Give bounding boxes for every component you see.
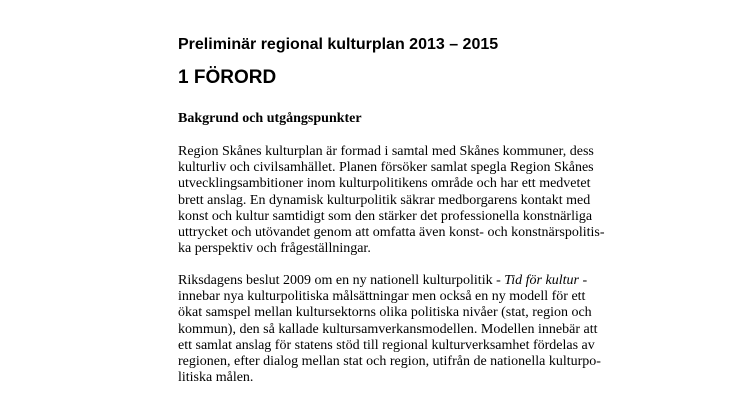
line-text: Riksdagens beslut 2009 om en ny nationell kulturpolitik - — [178, 273, 505, 288]
paragraph-line: kommun), den så kallade kultursamverkansmodellen. Modellen innebär att — [178, 321, 598, 337]
paragraph-line: litiska målen. — [178, 370, 254, 386]
publication-title: Tid för kultur — [504, 273, 579, 288]
line-text: - — [578, 273, 588, 288]
chapter-heading: 1 FÖRORD — [178, 67, 277, 88]
paragraph-background — [178, 144, 605, 257]
paragraph-line: ett samlat anslag för statens stöd till regional kulturverksamhet fördelas av — [178, 337, 595, 353]
paragraph-line: utvecklingsambitioner inom kulturpolitikens område och har ett medvetet — [178, 176, 591, 192]
paragraph-riksdag — [178, 273, 601, 386]
paragraph-line: innebar nya kulturpolitiska målsättningar men också en ny modell för ett — [178, 289, 586, 305]
paragraph-line: kulturliv och civilsamhället. Planen försöker samlat spegla Region Skånes — [178, 160, 594, 176]
paragraph-line: Region Skånes kulturplan är formad i samtal med Skånes kommuner, dess — [178, 144, 594, 159]
document-title: Preliminär regional kulturplan 2013 – 2015 — [178, 36, 499, 53]
paragraph-line: ökat samspel mellan kultursektorns olika politiska nivåer (stat, region och — [178, 305, 592, 321]
paragraph-line: ka perspektiv och frågeställningar. — [178, 241, 371, 257]
paragraph-line: uttrycket och utövandet genom att omfatta även konst- och konstnärspolitis- — [178, 225, 605, 241]
section-subheading: Bakgrund och utgångspunkter — [178, 111, 362, 126]
paragraph-line: konst och kultur samtidigt som den stärker det professionella konstnärliga — [178, 208, 593, 224]
paragraph-line: regionen, efter dialog mellan stat och region, utifrån de nationella kulturpo- — [178, 354, 601, 370]
paragraph-line — [178, 273, 601, 289]
paragraph-line: brett anslag. En dynamisk kulturpolitik säkrar medborgarens kontakt med — [178, 192, 591, 208]
